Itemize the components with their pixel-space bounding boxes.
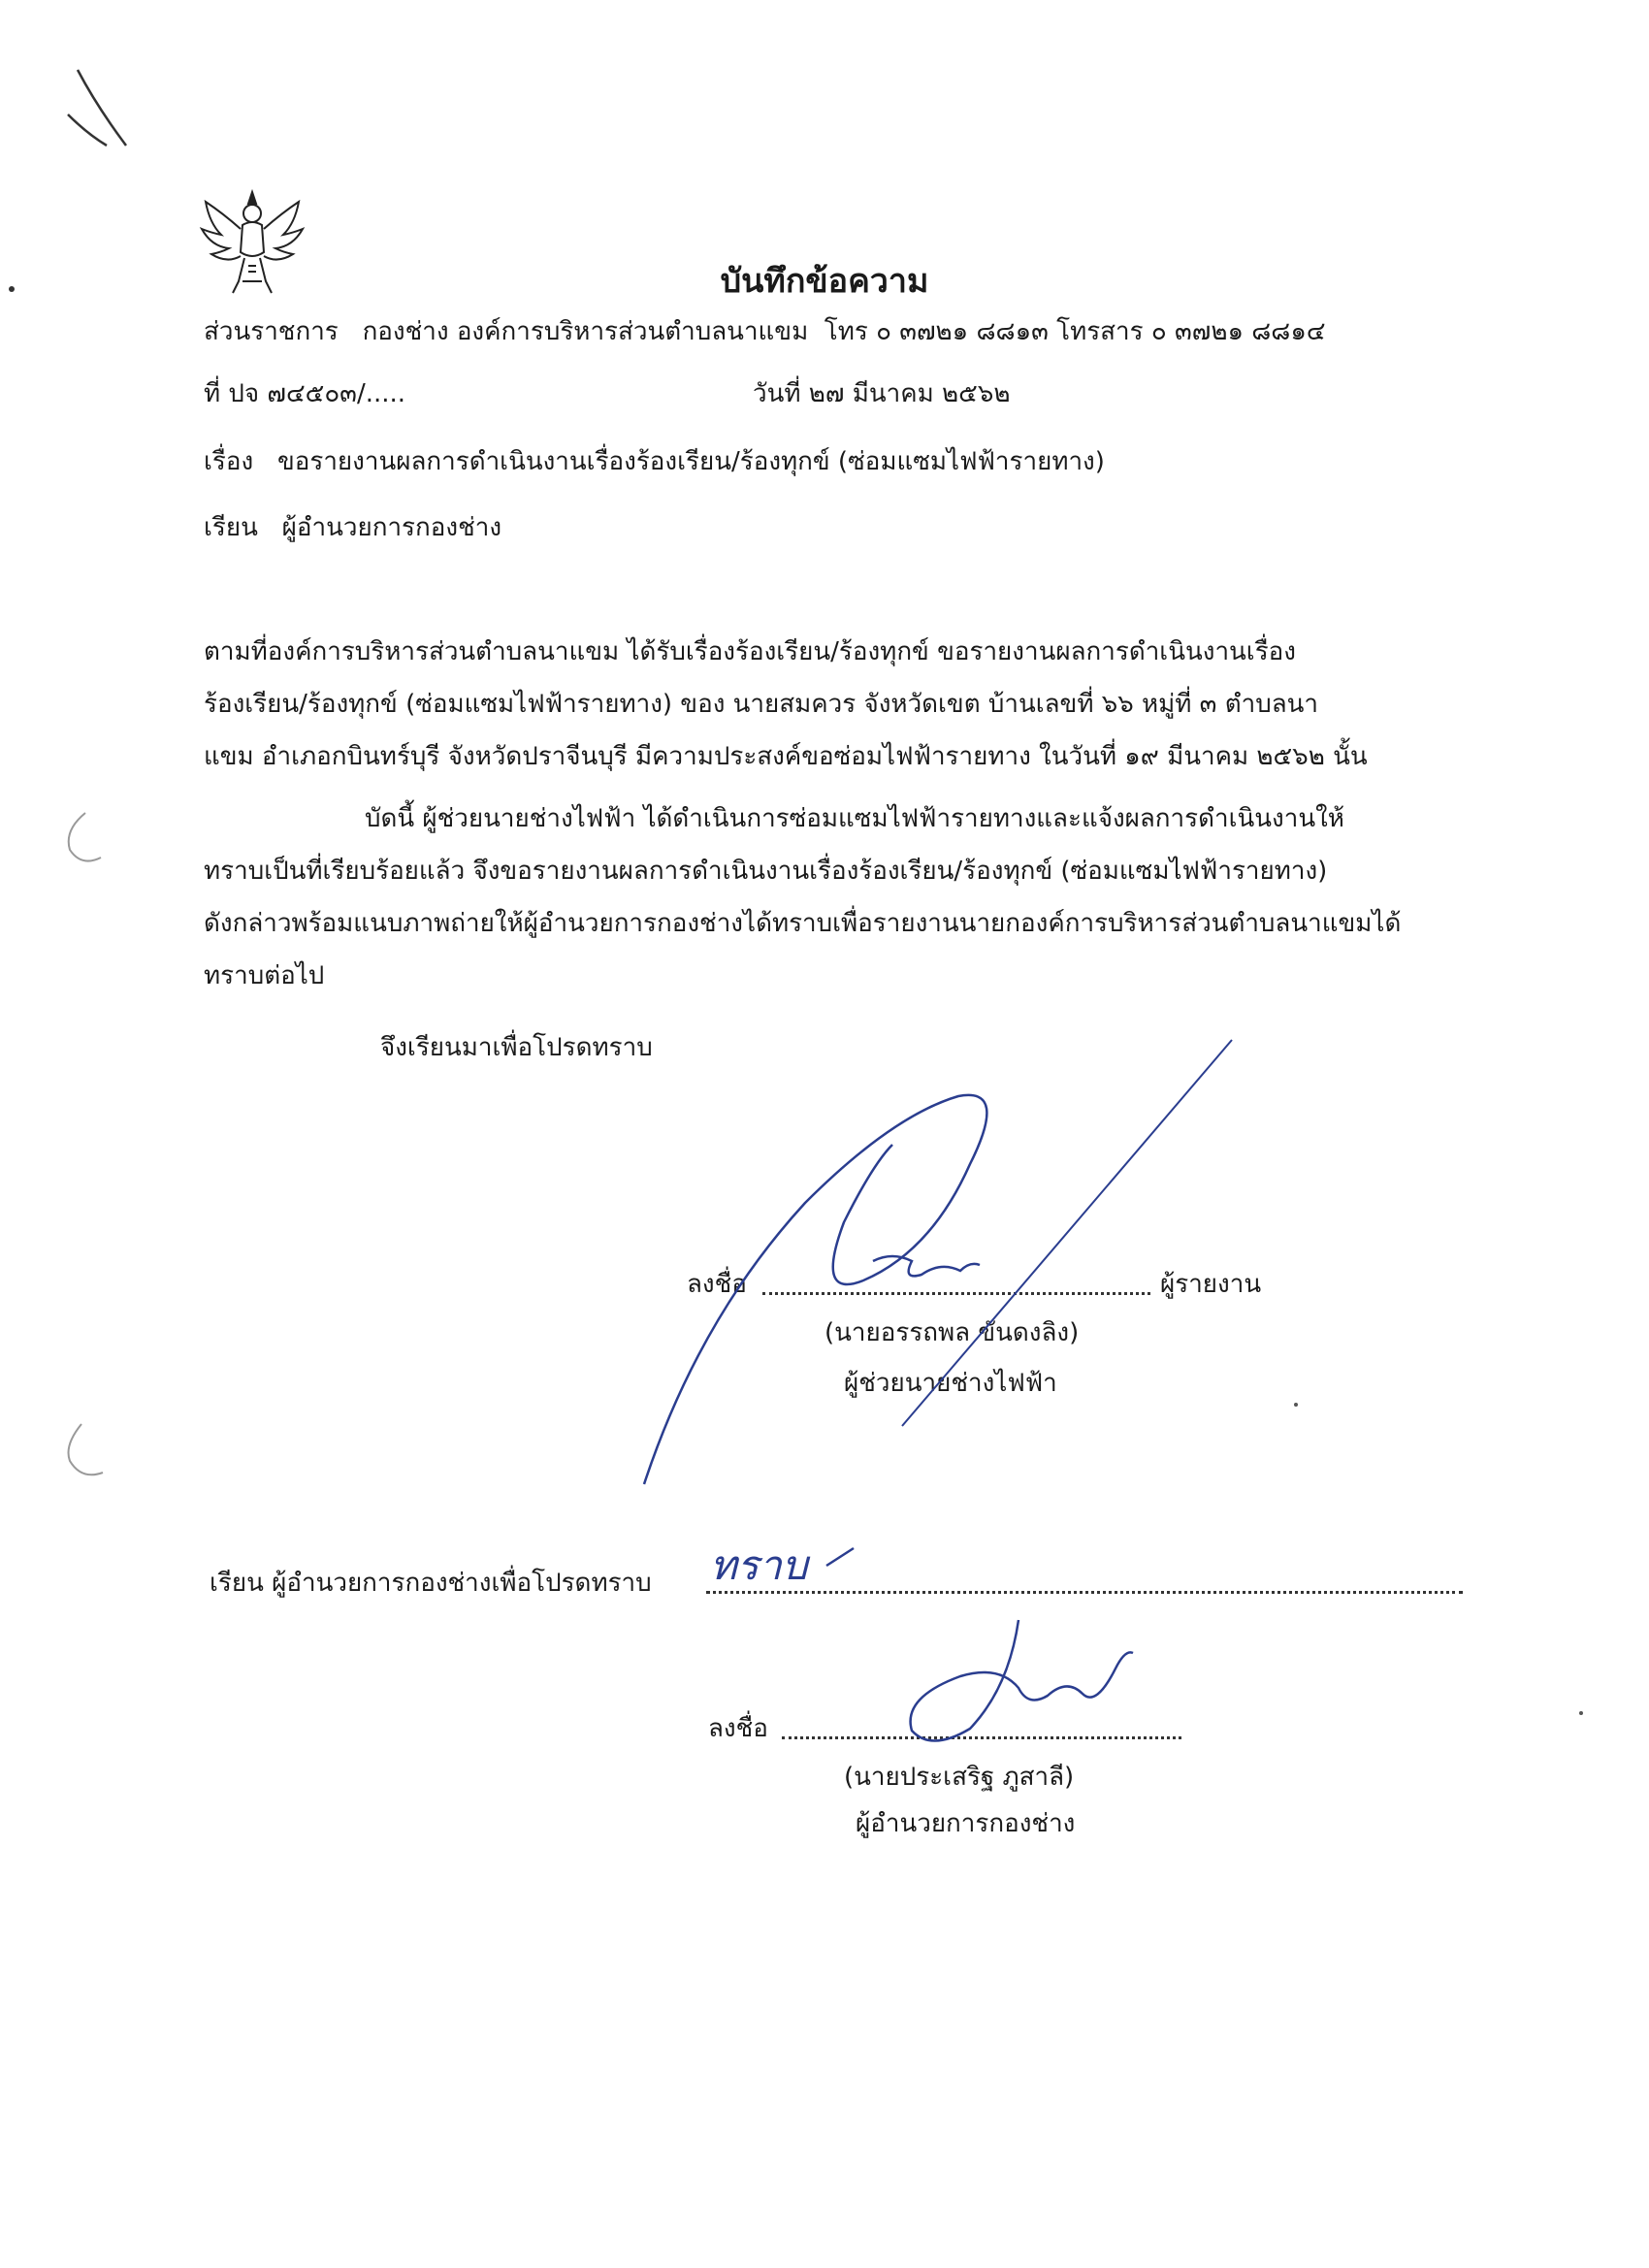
recipient-row	[204, 510, 501, 545]
signature1-role: ผู้รายงาน	[1160, 1270, 1262, 1299]
recipient-text: ผู้อำนวยการกองช่าง	[281, 513, 502, 542]
closing-text: จึงเรียนมาเพื่อโปรดทราบ	[380, 1033, 653, 1062]
scan-dot	[9, 286, 15, 292]
punch-hole-mark	[69, 1424, 104, 1474]
paragraph2-line: ทราบเป็นที่เรียบร้อยแล้ว จึงขอรายงานผลการดำเนินงานเรื่องร้องเรียน/ร้องทุกข์ (ซ่อมแซมไฟฟ้ารายทาง)	[204, 857, 1328, 886]
recipient-label: เรียน	[204, 513, 258, 542]
garuda-emblem-icon	[194, 184, 310, 301]
handwritten-note-text: ทราบ	[710, 1541, 808, 1589]
paragraph1-line: แขม อำเภอกบินทร์บุรี จังหวัดปราจีนบุรี มีความประสงค์ขอซ่อมไฟฟ้ารายทาง ในวันที่ ๑๙ มีนาคม ๒๕๖๒ นั้น	[204, 742, 1368, 771]
paragraph1-line: ร้องเรียน/ร้องทุกข์ (ซ่อมแซมไฟฟ้ารายทาง) ของ นายสมควร จังหวัดเขต บ้านเลขที่ ๖๖ หมู่ที่ ๓ ตำบลนา	[204, 690, 1319, 719]
agency-label: ส่วนราชการ	[204, 317, 339, 346]
paragraph1-line: ตามที่องค์การบริหารส่วนตำบลนาแขม ได้รับเรื่องร้องเรียน/ร้องทุกข์ ขอรายงานผลการดำเนินงานเรื่อง	[204, 637, 1296, 666]
signature1-dotted-line	[762, 1292, 1150, 1295]
reference-number: ที่ ปจ ๗๔๕๐๓/.....	[204, 379, 406, 408]
endorsement-dotted-line	[706, 1591, 1463, 1594]
agency-row	[204, 314, 1326, 349]
signature2-position: ผู้อำนวยการกองช่าง	[856, 1809, 1076, 1838]
signature2-handwritten	[911, 1620, 1133, 1741]
signature2-dotted-line	[782, 1736, 1181, 1739]
signature1-name: (นายอรรถพล ขันดงลิง)	[824, 1318, 1080, 1347]
endorsement-label: เรียน ผู้อำนวยการกองช่างเพื่อโปรดทราบ	[210, 1569, 652, 1598]
punch-hole-mark	[69, 813, 101, 861]
paragraph2-line: ดังกล่าวพร้อมแนบภาพถ่ายให้ผู้อำนวยการกองช่างได้ทราบเพื่อรายงานนายกองค์การบริหารส่วนตำบลนาแขมได้	[204, 909, 1402, 938]
phone-fax: โทร ๐ ๓๗๒๑ ๘๘๑๓ โทรสาร ๐ ๓๗๒๑ ๘๘๑๔	[824, 317, 1326, 346]
scan-dot	[1579, 1711, 1583, 1715]
memo-title: บันทึกข้อความ	[720, 262, 929, 301]
subject-text: ขอรายงานผลการดำเนินงานเรื่องร้องเรียน/ร้องทุกข์ (ซ่อมแซมไฟฟ้ารายทาง)	[276, 447, 1105, 476]
memo-date: วันที่ ๒๗ มีนาคม ๒๕๖๒	[753, 379, 1011, 408]
signature2-sign-label: ลงชื่อ	[708, 1714, 768, 1743]
endorsement-handwritten-note	[710, 1541, 854, 1589]
agency-value: กองช่าง องค์การบริหารส่วนตำบลนาแขม	[362, 317, 809, 346]
paragraph2-line: บัดนี้ ผู้ช่วยนายช่างไฟฟ้า ได้ดำเนินการซ่อมแซมไฟฟ้ารายทางและแจ้งผลการดำเนินงานให้	[365, 804, 1344, 833]
signature1-position: ผู้ช่วยนายช่างไฟฟ้า	[844, 1369, 1057, 1398]
scan-mark	[78, 70, 126, 146]
subject-row	[204, 444, 1105, 479]
signature2-name: (นายประเสริฐ ภูสาลี)	[844, 1763, 1075, 1792]
signature1-sign-label: ลงชื่อ	[687, 1270, 747, 1299]
signature1-handwritten	[644, 1040, 1232, 1484]
scan-dot	[1294, 1403, 1298, 1407]
paragraph2-line: ทราบต่อไป	[204, 961, 325, 990]
scan-mark	[68, 114, 107, 146]
subject-label: เรื่อง	[204, 447, 254, 476]
